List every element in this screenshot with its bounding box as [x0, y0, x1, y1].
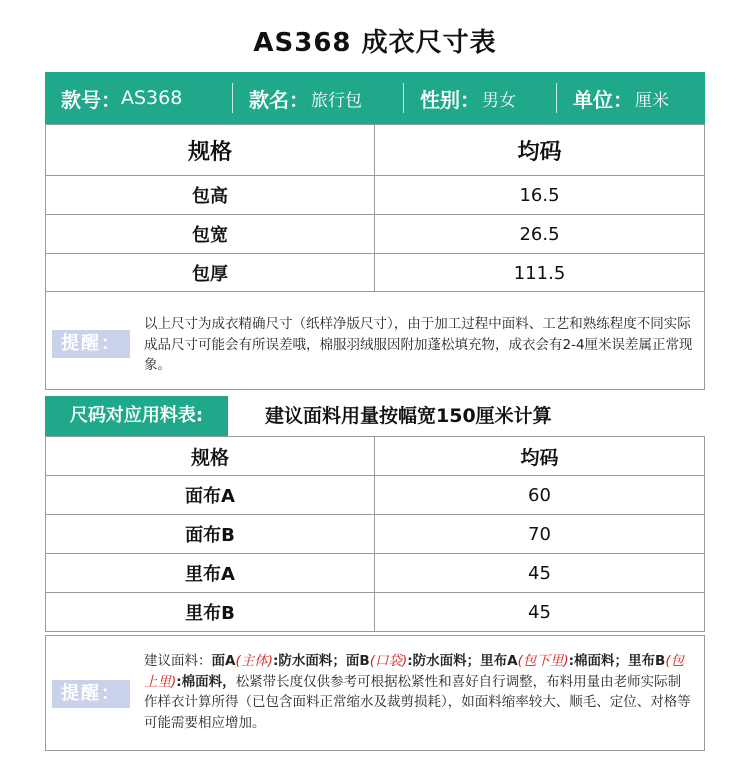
- style-name-cell: [233, 72, 403, 124]
- table-row: [46, 593, 705, 632]
- row-label: 包厚: [46, 254, 375, 293]
- table-row: [46, 554, 705, 593]
- row-value: 16.5: [375, 176, 705, 215]
- fabric-c-name: 里布A: [480, 653, 518, 669]
- reminder-label: 提醒：: [52, 330, 130, 358]
- fabric-a-name: 面A: [211, 653, 236, 669]
- table-row: [46, 176, 705, 215]
- row-label: 包高: [46, 176, 375, 215]
- fabric-table-header-row: [46, 437, 705, 476]
- fabric-b-name: 面B: [345, 653, 370, 669]
- gender-label: 性别：: [420, 87, 480, 112]
- row-label: 面布A: [46, 476, 375, 515]
- style-no-value: AS368: [121, 87, 183, 109]
- table-row: [46, 254, 705, 293]
- row-value: 26.5: [375, 215, 705, 254]
- gender-value: 男女: [482, 90, 516, 111]
- fabric-c-tag: (包下里): [517, 653, 569, 669]
- fabric-b-tag: (口袋): [369, 653, 408, 669]
- style-name-value: 旅行包: [311, 90, 362, 111]
- unit-label: 单位：: [573, 87, 633, 112]
- fabric-tail: 松紧带长度仅供参考可根据松紧性和喜好自行调整，布料用量由老师实际制作样衣计算所得（已包含面料正常缩水及裁剪损耗），如面料缩率较大、顺毛、定位、对格等可能需要相应增加。: [144, 673, 691, 731]
- fabric-b-desc: :防水面料；: [407, 653, 481, 669]
- fabric-table-header-size: 均码: [375, 437, 705, 476]
- fabric-width-note: 建议面料用量按幅宽150厘米计算: [265, 405, 552, 427]
- table-row: [46, 476, 705, 515]
- unit-value: 厘米: [635, 90, 669, 111]
- row-value: 45: [375, 554, 705, 593]
- fabric-reminder-box: [45, 635, 705, 751]
- fabric-d-desc: :棉面料，: [176, 673, 236, 690]
- style-no-label: 款号：: [61, 87, 121, 112]
- fabric-table: [45, 436, 705, 632]
- row-value: 60: [375, 476, 705, 515]
- row-value: 45: [375, 593, 705, 632]
- fabric-a-desc: :防水面料；: [273, 653, 346, 669]
- size-table: [45, 124, 705, 293]
- table-row: [46, 215, 705, 254]
- table-row: [46, 515, 705, 554]
- row-value: 70: [375, 515, 705, 554]
- size-table-header-row: [46, 125, 705, 176]
- unit-cell: [557, 72, 702, 124]
- fabric-d-tag: (包上里): [144, 653, 685, 690]
- reminder-text: 以上尺寸为成衣精确尺寸（纸样净版尺寸），由于加工过程中面料、工艺和熟练程度不同实际成品尺寸可能会有所误差哦，棉服羽绒服因附加蓬松填充物，成衣会有2-4厘米误差属正常现象。: [144, 316, 693, 373]
- style-name-label: 款名：: [249, 87, 309, 112]
- fabric-lead: 建议面料：: [144, 653, 212, 669]
- spec-header-bar: [45, 72, 705, 124]
- fabric-reminder-text: [144, 651, 694, 733]
- fabric-c-desc: :棉面料；: [568, 653, 629, 669]
- page-title: AS368 成衣尺寸表: [253, 28, 497, 58]
- fabric-section-bar: [45, 396, 705, 436]
- gender-cell: [404, 72, 556, 124]
- row-label: 里布B: [46, 593, 375, 632]
- row-label: 里布A: [46, 554, 375, 593]
- fabric-section-label: 尺码对应用料表:: [45, 396, 228, 436]
- style-no-cell: [45, 72, 232, 124]
- fabric-table-header-spec: 规格: [46, 437, 375, 476]
- fabric-d-name: 里布B: [628, 653, 666, 669]
- reminder-label: 提醒：: [52, 680, 130, 708]
- size-reminder-box: [45, 291, 705, 390]
- size-table-header-spec: 规格: [46, 125, 375, 176]
- row-label: 包宽: [46, 215, 375, 254]
- fabric-a-tag: (主体): [235, 653, 273, 669]
- row-value: 111.5: [375, 254, 705, 293]
- row-label: 面布B: [46, 515, 375, 554]
- size-table-header-size: 均码: [375, 125, 705, 176]
